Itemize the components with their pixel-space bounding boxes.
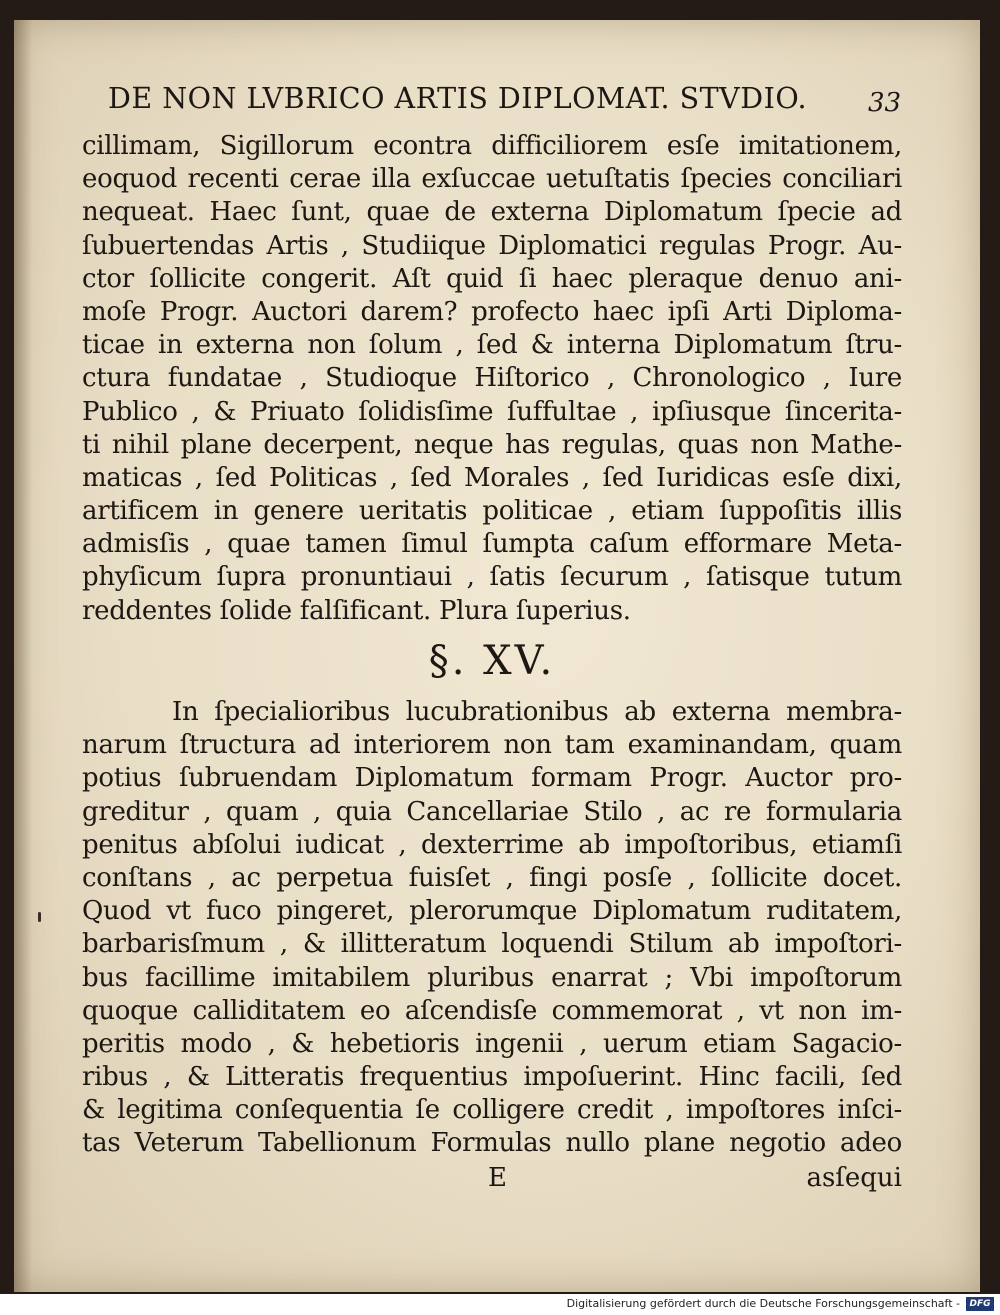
text-line: artificem in genere ueritatis politicae , etiam ſuppoſitis illis [82, 496, 902, 527]
text-line: ticae in externa non ſolum , ſed & interna Diplomatum ſtru- [82, 330, 902, 361]
text-line: Quod vt fuco pingeret, plerorumque Diplomatum ruditatem, [82, 896, 902, 927]
page-edge-shadow [14, 20, 32, 1292]
text-line: barbarisſmum , & illitteratum loquendi Stilum ab impoſtori- [82, 929, 902, 960]
text-line: ſubuertendas Artis , Studiique Diplomatici regulas Progr. Au- [82, 230, 902, 261]
running-title: DE NON LVBRICO ARTIS DIPLOMAT. STVDIO. [108, 82, 808, 115]
paragraph-1 [82, 130, 902, 694]
paragraph-2 [82, 696, 902, 1195]
text-line: peritis modo , & hebetioris ingenii , uerum etiam Sagacio- [82, 1028, 902, 1059]
text-line: conſtans , ac perpetua fuisſet , fingi posſe , ſollicite docet. [82, 862, 902, 893]
text-line: reddentes ſolide falſificant. Plura ſuperius. [82, 595, 631, 626]
catchword: asſequi [806, 1162, 902, 1193]
text-line: eoquod recenti cerae illa exſuccae uetuſtatis ſpecies conciliari [82, 164, 902, 195]
text-line: Publico , & Priuato ſolidisſime ſuffultae , ipſiusque ſincerita- [82, 396, 902, 427]
dfg-logo-icon: DFG [966, 1297, 994, 1311]
text-line: In ſpecialioribus lucubrationibus ab externa membra- [172, 697, 902, 727]
text-line: potius ſubruendam Diplomatum formam Progr. Auctor pro- [82, 763, 902, 794]
text-line: quoque calliditatem eo aſcendisſe commemorat , vt non im- [82, 995, 902, 1026]
page-number: 33 [868, 88, 902, 118]
dfg-funding-text: Digitalisierung gefördert durch die Deutsche Forschungsgemeinschaft - [566, 1297, 960, 1310]
text-line: admisſis , quae tamen ſimul ſumpta caſum efformare Meta- [82, 529, 902, 560]
text-line: cillimam, Sigillorum econtra difficiliorem esſe imitationem, [82, 131, 902, 161]
text-line: moſe Progr. Auctori darem? profecto haec ipſi Arti Diploma- [82, 296, 902, 327]
page-footer [82, 1161, 902, 1195]
running-head [108, 76, 908, 126]
text-line: greditur , quam , quia Cancellariae Stilo , ac re formularia [82, 796, 902, 827]
text-line: tas Veterum Tabellionum Formulas nullo plane negotio adeo [82, 1128, 902, 1159]
text-line: & legitima conſequentia ſe colligere credit , impoſtores inſci- [82, 1095, 902, 1126]
text-line: bus facillime imitabilem pluribus enarrat ; Vbi impoſtorum [82, 962, 902, 993]
text-line: phyſicum ſupra pronuntiaui , ſatis ſecurum , ſatisque tutum [82, 562, 902, 593]
text-line: narum ſtructura ad interiorem non tam examinandam, quam [82, 730, 902, 761]
text-line: maticas , ſed Politicas , ſed Morales , ſed Iuridicas esſe dixi, [82, 462, 902, 493]
text-line: ribus , & Litteratis frequentius impoſuerint. Hinc facili, ſed [82, 1062, 902, 1093]
text-line: nequeat. Haec ſunt, quae de externa Diplomatum ſpecie ad [82, 197, 902, 228]
text-line: ti nihil plane decerpent, neque has regulas, quas non Mathe- [82, 429, 902, 460]
text-line: ctor ſollicite congerit. Aſt quid ſi haec pleraque denuo ani- [82, 263, 902, 294]
section-heading: §. XV. [428, 637, 556, 684]
ink-speck [38, 912, 41, 922]
text-line: penitus abſolui iudicat , dexterrime ab impoſtoribus, etiamſi [82, 829, 902, 860]
dfg-funding-bar [0, 1294, 1000, 1315]
text-line: ctura fundatae , Studioque Hiſtorico , Chronologico , Iure [82, 363, 902, 394]
signature-mark: E [488, 1162, 507, 1193]
